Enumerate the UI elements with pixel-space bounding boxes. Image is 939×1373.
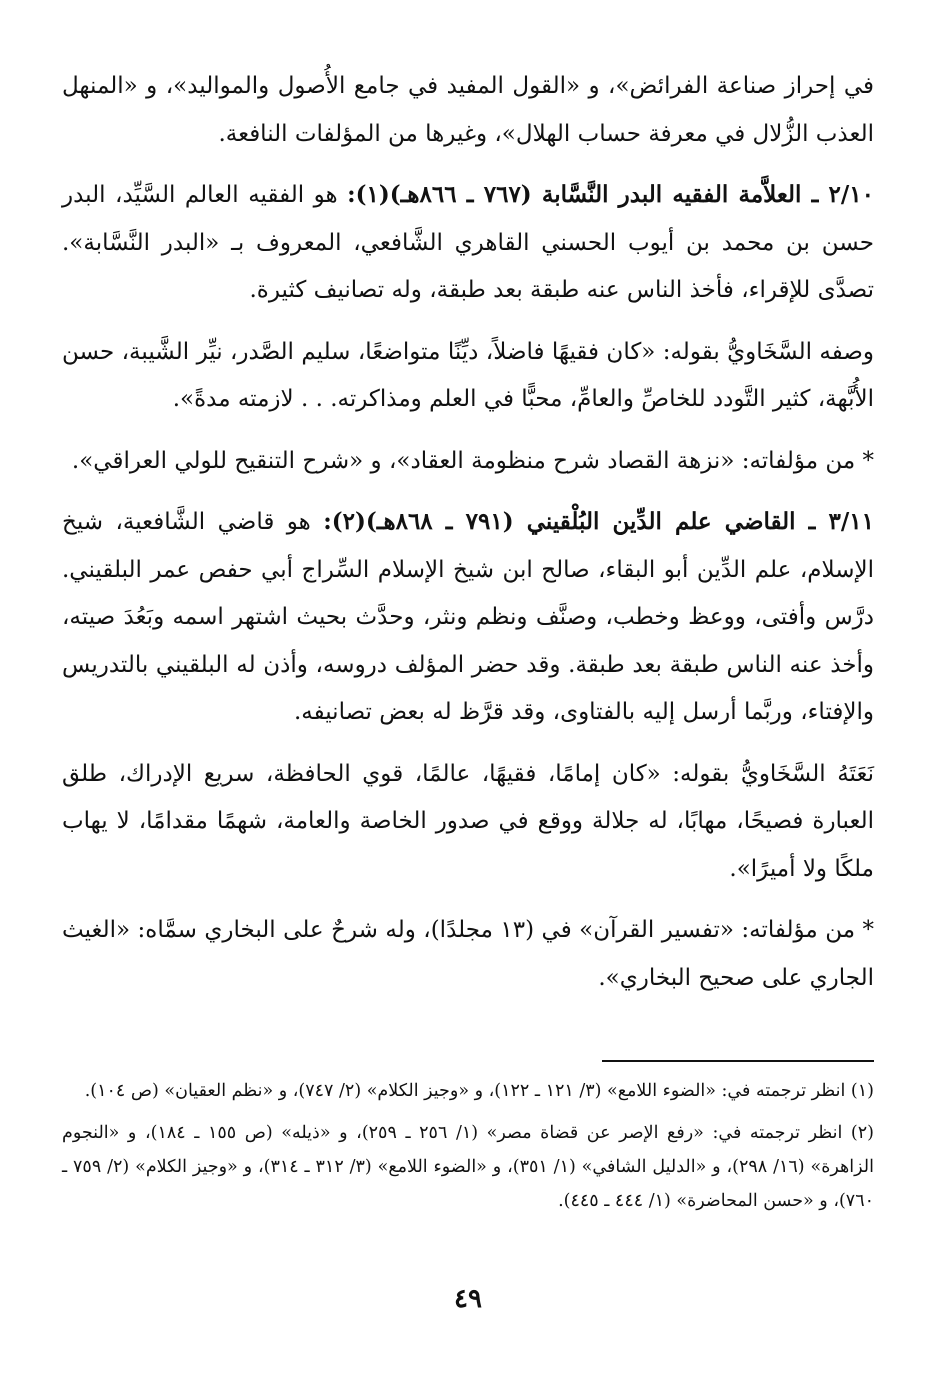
- paragraph-text: هو قاضي الشَّافعية، شيخ الإسلام، علم الدِّين أبو البقاء، صالح ابن شيخ الإسلام السِّراج أبي حفص عمر البلقيني. درَّس وأفتى، ووعظ وخطب، وصنَّف ونظم ونثر، وحدَّث بحيث اشتهر اسمه وبَعُدَ صيته، وأخذ عنه الناس طبقة بعد طبقة. وقد حضر المؤلف دروسه، وأذن له البلقيني بالتدريس والإفتاء، وربَّما أرسل إليه بالفتاوى، وقد قرَّظ له بعض تصانيفه.: [62, 509, 874, 725]
- paragraph-continuation: [62, 62, 874, 158]
- footnote-divider: [602, 1060, 874, 1062]
- paragraph-text: * من مؤلفاته: «تفسير القرآن» في (١٣ مجلدًا)، وله شرحٌ على البخاري سمَّاه: «الغيث الجاري على صحيح البخاري».: [62, 917, 874, 991]
- main-text: [62, 62, 874, 1002]
- paragraph-text: في إحراز صناعة الفرائض»، و «القول المفيد في جامع الأُصول والمواليد»، و «المنهل العذب الزُّلال في معرفة حساب الهلال»، وغيرها من المؤلفات النافعة.: [62, 73, 874, 147]
- entry-alam-al-din-al-bulqini: [62, 498, 874, 737]
- entry-heading: ٣/١١ ـ القاضي علم الدِّين البُلْقيني (٧٩١ ـ ٨٦٨هـ)(٢):: [323, 508, 874, 535]
- entry-heading: ٢/١٠ ـ العلاَّمة الفقيه البدر النَّسَّابة (٧٦٧ ـ ٨٦٦هـ)(١):: [347, 181, 874, 208]
- footnote-2: (٢) انظر ترجمته في: «رفع الإصر عن قضاة مصر» (١/ ٢٥٦ ـ ٢٥٩)، و «ذيله» (ص ١٥٥ ـ ١٨٤)، و «النجوم الزاهرة» (١٦/ ٢٩٨)، و «الدليل الشافي» (١/ ٣٥١)، و «الضوء اللامع» (٣/ ٣١٢ ـ ٣١٤)، و «وجيز الكلام» (٢/ ٧٥٩ ـ ٧٦٠)، و «حسن المحاضرة» (١/ ٤٤٤ ـ ٤٤٥).: [62, 1123, 874, 1211]
- footnote-1: (١) انظر ترجمته في: «الضوء اللامع» (٣/ ١٢١ ـ ١٢٢)، و «وجيز الكلام» (٢/ ٧٤٧)، و «نظم العقيان» (ص ١٠٤).: [84, 1081, 874, 1101]
- paragraph-text: وصفه السَّخَاويُّ بقوله: «كان فقيهًا فاضلاً، ديِّنًا متواضعًا، سليم الصَّدر، نيِّر الشَّيبة، حسن الأُبَّهة، كثير التَّودد للخاصِّ والعامِّ، محبًّا في العلم ومذاكرته. . . لازمته مدةً».: [62, 338, 874, 412]
- paragraph-text: نَعَتَهُ السَّخَاويُّ بقوله: «كان إمامًا، فقيهًا، عالمًا، قوي الحافظة، سريع الإدراك، طلق العبارة فصيحًا، مهابًا، له جلالة ووقع في صدور الخاصة والعامة، شهمًا مقدامًا، لا يهاب ملكًا ولا أميرًا».: [62, 760, 874, 882]
- paragraph-description: [62, 328, 874, 424]
- paragraph-works: [62, 906, 874, 1002]
- paragraph-description: [62, 750, 874, 894]
- page-number: ٤٩: [454, 1284, 482, 1314]
- paragraph-works: [62, 437, 874, 486]
- paragraph-text: هو الفقيه العالم السَّيِّد، البدر حسن بن محمد بن أيوب الحسني القاهري الشَّافعي، المعروف بـ «البدر النَّسَّابة». تصدَّى للإقراء، فأخذ الناس عنه طبقة بعد طبقة، وله تصانيف كثيرة.: [62, 182, 874, 303]
- footnotes: [62, 1074, 874, 1226]
- entry-badr-al-nassaba: [62, 171, 874, 315]
- paragraph-text: * من مؤلفاته: «نزهة القصاد شرح منظومة العقاد»، و «شرح التنقيح للولي العراقي».: [71, 447, 874, 474]
- book-page: [62, 62, 874, 1322]
